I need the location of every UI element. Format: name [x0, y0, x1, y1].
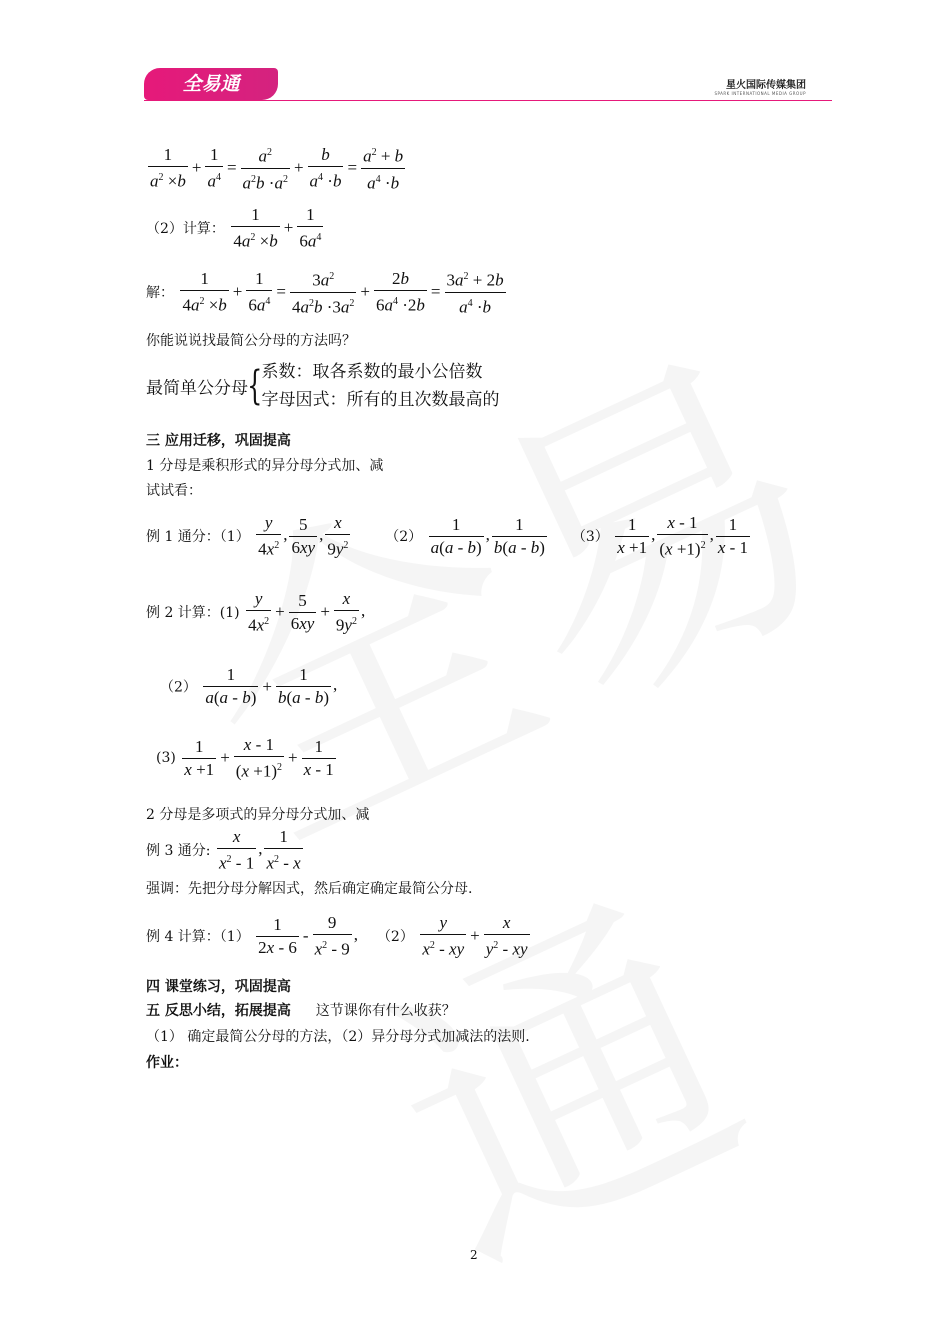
example-2-part2: （2） $\frac{1}{a(a - b)}$ + $\frac{1}{b(a - b)}$ , — [160, 665, 338, 707]
q2-label: （2）计算： — [146, 221, 225, 238]
section-4-heading: 四 课堂练习，巩固提高 — [146, 979, 291, 995]
section-3-heading: 三 应用迁移，巩固提高 — [146, 433, 291, 449]
ex2-label: 例 2 计算：(1) — [146, 605, 240, 622]
ex1-part2-label: （2） — [385, 529, 423, 546]
section-5 — [146, 1000, 456, 1020]
solve-line: 解： $\frac{1}{4a^2 \times b}$ + $\frac{1}{6a^4}$ = $\frac{3a^2}{4a^2b \cdot 3a^2}$ + $\frac{2b}{6a^4 \cdot 2b}$ = $\frac{3a^2 + 2b}{a^4 \cdot b}$ — [146, 266, 508, 318]
logo: 全易通 — [144, 68, 278, 100]
example-3: 例 3 通分: $\frac{x}{x^2 - 1}$ , $\frac{1}{x^2 - x}$ — [146, 827, 301, 873]
page-number: 2 — [470, 1248, 478, 1262]
section-5-heading: 五 反思小结，拓展提高 — [146, 1003, 291, 1019]
org-name-text: 星火国际传媒集团 — [726, 80, 806, 91]
example-4: 例 4 计算：（1） $\frac{1}{2x - 6}$ - $\frac{9}{x^2 - 9}$ , （2） $\frac{y}{x^2 - xy}$ + $\frac{x}{y^2 - xy}$ — [146, 913, 528, 959]
lcd-coef: 系数：取各系数的最小公倍数 — [261, 362, 483, 382]
topic-2: 2 分母是多项式的异分母分式加、减 — [146, 807, 370, 823]
ex1-label: 例 1 通分：（1） — [146, 529, 250, 546]
lcd-label: 最简单公分母 — [146, 378, 248, 399]
ex1-part3-label: （3） — [571, 529, 609, 546]
header-rule — [144, 100, 832, 101]
section-5-question: 这节课你有什么收获？ — [315, 1003, 456, 1019]
formula-1: $\frac{1}{a^2 \times b}$ + $\frac{1}{a^4}$ = $\frac{a^2}{a^2b \cdot a^2}$ + $\frac{b}{a^4 \cdot b}$ = $\frac{a^2 + b}{a^4 \cdot b}$ — [146, 142, 407, 194]
ex4-label: 例 4 计算：（1） — [146, 929, 250, 946]
ex3-label: 例 3 通分: — [146, 843, 211, 860]
topic-1: 1 分母是乘积形式的异分母分式加、减 — [146, 458, 384, 474]
emphasis-text: 强调：先把分母分解因式，然后确定确定最简公分母. — [146, 881, 473, 897]
q2-line: （2）计算： $\frac{1}{4a^2 \times b}$ + $\frac{1}{6a^4}$ — [146, 205, 322, 251]
example-2-part3: (3) $\frac{1}{x +1}$ + $\frac{x - 1}{(x +1)^2}$ + $\frac{1}{x - 1}$ — [156, 735, 334, 781]
ex2-part2-label: （2） — [160, 679, 197, 696]
ex4-part2-label: （2） — [376, 929, 414, 946]
summary-text: （1） 确定最简公分母的方法，（2）异分母分式加减法的法则. — [146, 1029, 530, 1045]
brace-icon: { — [247, 363, 263, 409]
ex2-part3-label: (3) — [156, 750, 176, 767]
homework-label: 作业： — [146, 1055, 188, 1071]
question-text: 你能说说找最简公分母的方法吗？ — [146, 333, 356, 349]
lcd-factor: 字母因式：所有的且次数最高的 — [261, 390, 500, 410]
organization-name — [714, 76, 806, 96]
try-text: 试试看： — [146, 483, 202, 499]
example-2-part1: 例 2 计算：(1) $\frac{y}{4x^2}$ + $\frac{5}{6xy}$ + $\frac{x}{9y^2}$ , — [146, 589, 366, 635]
org-sub-text: SPARK INTERNATIONAL MEDIA GROUP — [714, 91, 806, 96]
solve-label: 解： — [146, 285, 174, 302]
example-1: 例 1 通分：（1） $\frac{y}{4x^2}$ , $\frac{5}{6xy}$ , $\frac{x}{9y^2}$ （2） $\frac{1}{a(a - b)}$ , $\frac{1}{b(a - b)}$ （3） $\frac{1}{x +1}$ , $\frac{x - 1}{(x +1)^2}$ , $\frac{1}{x - 1}$ — [146, 513, 749, 559]
lcd-block — [146, 358, 499, 414]
